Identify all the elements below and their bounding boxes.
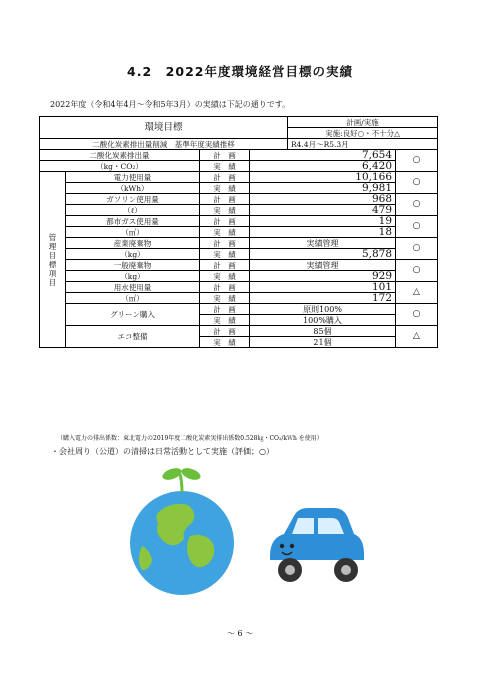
section-title: 4.2 2022年度環境経営目標の実績: [127, 64, 353, 79]
actual-value: 9,981: [250, 183, 396, 194]
actual-value: 6,420: [250, 161, 396, 172]
item-name: 都市ガス使用量: [66, 216, 200, 227]
table-row: [40, 205, 438, 216]
table-row: [40, 293, 438, 304]
actual-label: 実 績: [200, 315, 250, 326]
plan-label: 計 画: [200, 304, 250, 315]
table-row: [40, 161, 438, 172]
table-row: [40, 150, 438, 161]
evaluation-mark: △: [396, 326, 438, 348]
actual-value: 5,878: [250, 249, 396, 260]
evaluation-mark: ○: [396, 260, 438, 282]
plan-label: 計 画: [200, 172, 250, 183]
item-name: 産業廃棄物: [66, 238, 200, 249]
plan-label: 計 画: [200, 216, 250, 227]
plan-label: 計 画: [200, 150, 250, 161]
actual-label: 実 績: [200, 183, 250, 194]
table-row: [40, 326, 438, 337]
actual-label: 実 績: [200, 227, 250, 238]
plan-value: 968: [250, 194, 396, 205]
item-unit: （kg）: [66, 249, 200, 260]
results-table: [39, 116, 438, 348]
item-unit: （kWh）: [66, 183, 200, 194]
table-row: [40, 227, 438, 238]
eval-header: 実施:良好○・不十分△: [288, 128, 438, 139]
plan-value: 10,166: [250, 172, 396, 183]
table-row: [40, 194, 438, 205]
actual-value: 479: [250, 205, 396, 216]
table-row: [40, 304, 438, 315]
evaluation-mark: ○: [396, 216, 438, 238]
goal-header: 環境目標: [40, 117, 288, 139]
plan-value: 85個: [250, 326, 396, 337]
table-row: [40, 238, 438, 249]
plan-label: 計 画: [200, 238, 250, 249]
plan-value: 7,654: [250, 150, 396, 161]
evaluation-mark: ○: [396, 304, 438, 326]
header-row: [40, 117, 438, 128]
plan-label: 計 画: [200, 260, 250, 271]
actual-value: 172: [250, 293, 396, 304]
side-label: 管 理 目 標 項 目: [40, 172, 66, 348]
plan-label: 計 画: [200, 326, 250, 337]
item-unit: （㎥）: [66, 293, 200, 304]
intro-text: 2022年度（令和4年4月～令和5年3月）の実績は下記の通りです。: [50, 100, 291, 109]
evaluation-mark: ○: [396, 238, 438, 260]
table-row: [40, 216, 438, 227]
item-name: 二酸化炭素排出量: [40, 150, 200, 161]
plan-label: 計 画: [200, 282, 250, 293]
emission-factor-note: （購入電力の排出係数：東北電力の2019年度二酸化炭素実排出係数0.528㎏・CO₂/kＷh を使用）: [57, 435, 323, 442]
page-number: ～ 6 ～: [226, 629, 254, 638]
plan-label: 計 画: [200, 194, 250, 205]
item-name: エコ整備: [66, 326, 200, 348]
item-name: ガソリン使用量: [66, 194, 200, 205]
plan-value: 実績管理: [250, 260, 396, 271]
table-row: [40, 282, 438, 293]
actual-value: 929: [250, 271, 396, 282]
item-unit: （kg）: [66, 271, 200, 282]
actual-label: 実 績: [200, 161, 250, 172]
item-name: 一般廃棄物: [66, 260, 200, 271]
item-unit: （ℓ）: [66, 205, 200, 216]
evaluation-mark: ○: [396, 194, 438, 216]
car-icon: [270, 508, 364, 582]
item-name: 電力使用量: [66, 172, 200, 183]
item-unit: （㎥）: [66, 227, 200, 238]
baseline-label: 二酸化炭素排出量削減 基準年度実績推移: [40, 139, 288, 150]
cleaning-note: ・会社周り（公道）の清掃は日常活動として実施（評価；○）: [51, 447, 274, 456]
period-label: R4.4月～R5.3月: [288, 139, 438, 150]
item-unit: （kg・CO₂）: [40, 161, 200, 172]
evaluation-mark: ○: [396, 172, 438, 194]
actual-label: 実 績: [200, 205, 250, 216]
table-row: [40, 172, 438, 183]
plan-value: 101: [250, 282, 396, 293]
item-name: 用水使用量: [66, 282, 200, 293]
actual-label: 実 績: [200, 271, 250, 282]
table-row: [40, 183, 438, 194]
plan-value: 実績管理: [250, 238, 396, 249]
actual-value: 18: [250, 227, 396, 238]
plan-value: 原則100%: [250, 304, 396, 315]
plan-actual-header: 計画/実施: [288, 117, 438, 128]
earth-icon: [130, 466, 234, 595]
evaluation-mark: ○: [396, 150, 438, 172]
actual-value: 100%購入: [250, 315, 396, 326]
earth-car-illustration: [120, 466, 370, 596]
actual-value: 21個: [250, 337, 396, 348]
actual-label: 実 績: [200, 337, 250, 348]
actual-label: 実 績: [200, 249, 250, 260]
plan-value: 19: [250, 216, 396, 227]
table-row: [40, 271, 438, 282]
table-row: [40, 249, 438, 260]
item-name: グリーン購入: [66, 304, 200, 326]
actual-label: 実 績: [200, 293, 250, 304]
evaluation-mark: △: [396, 282, 438, 304]
table-row: [40, 260, 438, 271]
